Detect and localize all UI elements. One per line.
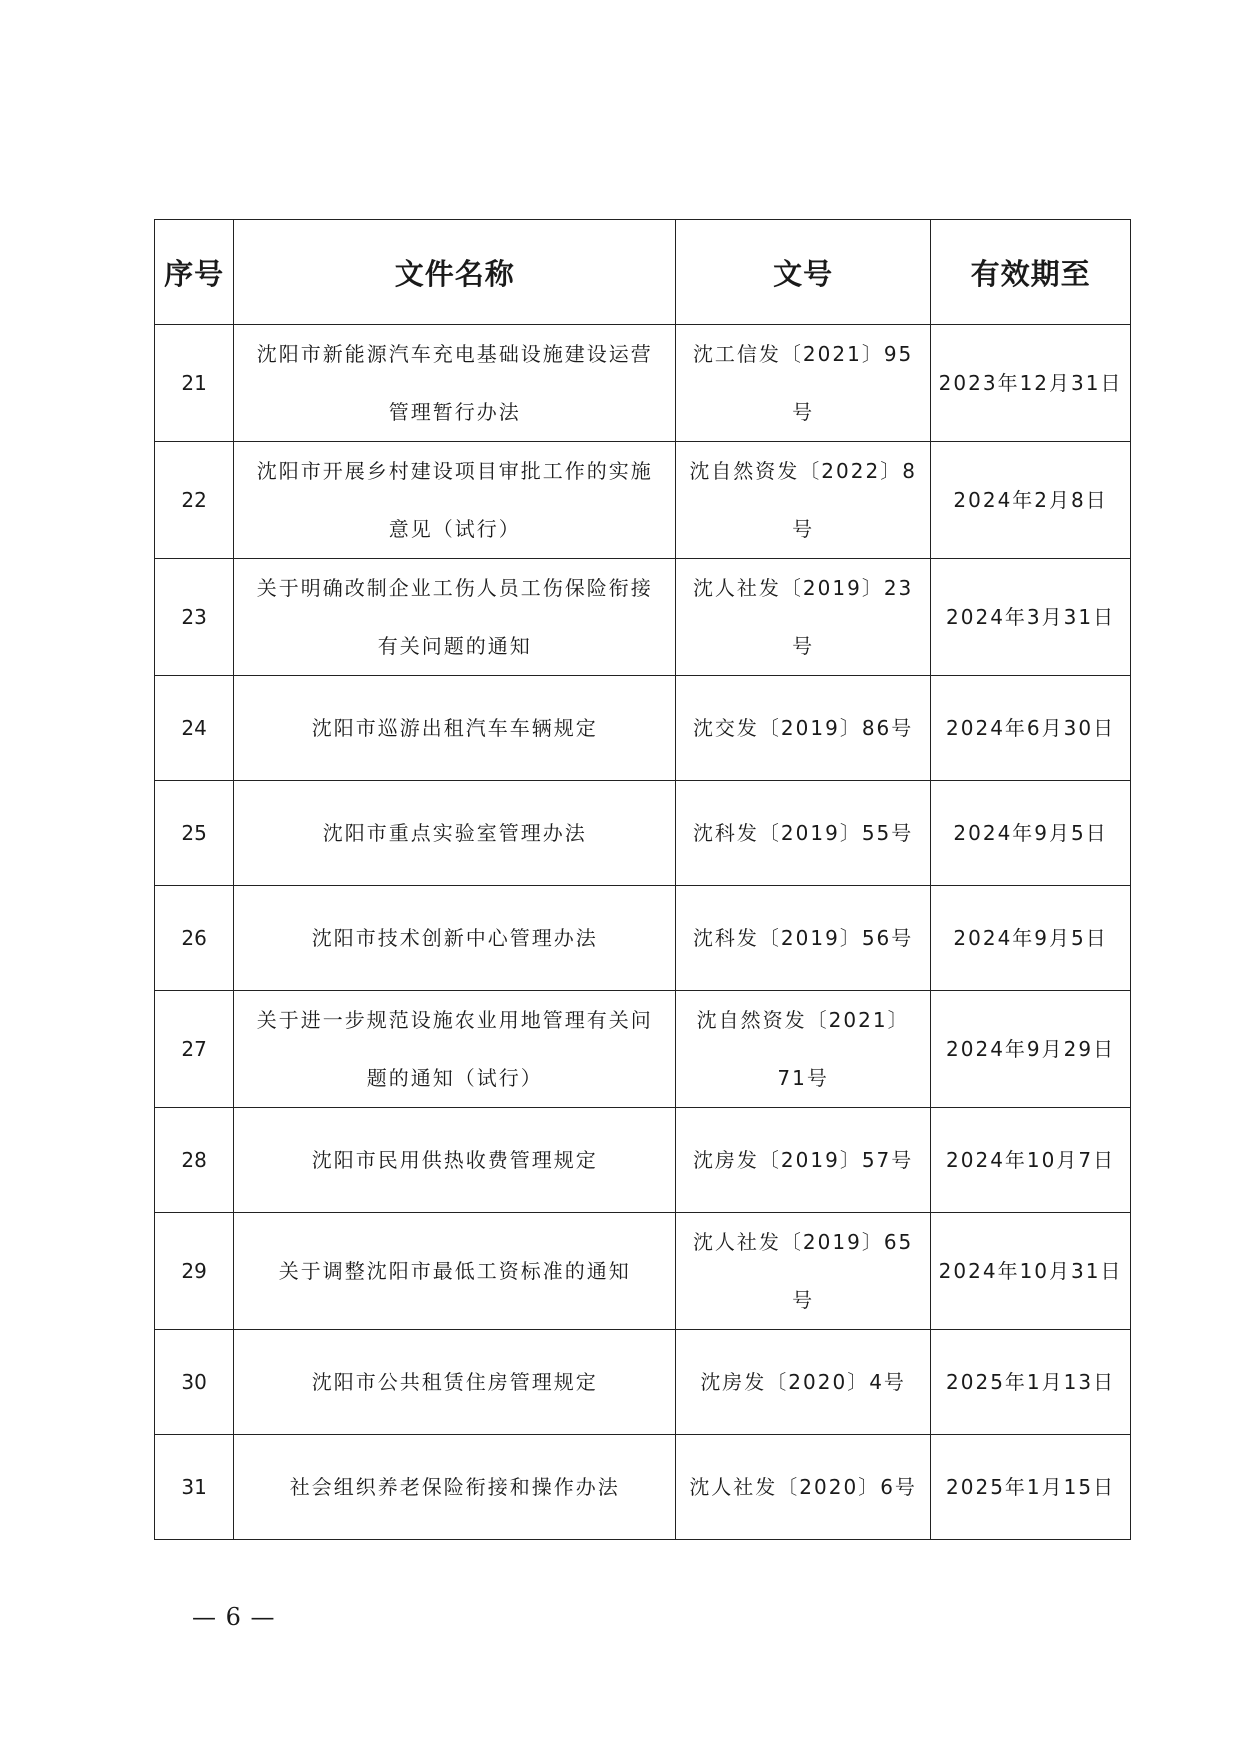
table-row	[155, 442, 1131, 559]
header-seq: 序号	[155, 220, 234, 325]
table-row	[155, 676, 1131, 781]
row-valid-until: 2024年2月8日	[931, 442, 1131, 559]
row-name: 沈阳市民用供热收费管理规定	[234, 1108, 676, 1213]
row-valid-until: 2024年10月7日	[931, 1108, 1131, 1213]
row-seq: 21	[155, 325, 234, 442]
table-row	[155, 781, 1131, 886]
row-name: 沈阳市公共租赁住房管理规定	[234, 1330, 676, 1435]
header-name: 文件名称	[234, 220, 676, 325]
row-seq: 29	[155, 1213, 234, 1330]
row-seq: 25	[155, 781, 234, 886]
row-valid-until: 2023年12月31日	[931, 325, 1131, 442]
row-valid-until: 2025年1月15日	[931, 1435, 1131, 1540]
row-name: 沈阳市重点实验室管理办法	[234, 781, 676, 886]
table-row	[155, 325, 1131, 442]
row-valid-until: 2025年1月13日	[931, 1330, 1131, 1435]
row-number: 沈人社发〔2019〕23号	[676, 559, 931, 676]
table-row	[155, 559, 1131, 676]
table-header-row	[155, 220, 1131, 325]
row-seq: 27	[155, 991, 234, 1108]
row-seq: 31	[155, 1435, 234, 1540]
row-valid-until: 2024年6月30日	[931, 676, 1131, 781]
row-seq: 28	[155, 1108, 234, 1213]
row-name: 关于明确改制企业工伤人员工伤保险衔接有关问题的通知	[234, 559, 676, 676]
row-name: 社会组织养老保险衔接和操作办法	[234, 1435, 676, 1540]
row-number: 沈房发〔2019〕57号	[676, 1108, 931, 1213]
row-name: 关于进一步规范设施农业用地管理有关问题的通知（试行）	[234, 991, 676, 1108]
row-number: 沈科发〔2019〕55号	[676, 781, 931, 886]
row-number: 沈人社发〔2019〕65号	[676, 1213, 931, 1330]
row-name: 沈阳市新能源汽车充电基础设施建设运营管理暂行办法	[234, 325, 676, 442]
header-number: 文号	[676, 220, 931, 325]
row-number: 沈科发〔2019〕56号	[676, 886, 931, 991]
row-seq: 22	[155, 442, 234, 559]
row-name: 沈阳市开展乡村建设项目审批工作的实施意见（试行）	[234, 442, 676, 559]
row-number: 沈自然资发〔2021〕71号	[676, 991, 931, 1108]
row-seq: 26	[155, 886, 234, 991]
table-row	[155, 1435, 1131, 1540]
row-valid-until: 2024年9月5日	[931, 781, 1131, 886]
table-row	[155, 991, 1131, 1108]
row-number: 沈交发〔2019〕86号	[676, 676, 931, 781]
table-row	[155, 1108, 1131, 1213]
row-seq: 23	[155, 559, 234, 676]
row-number: 沈人社发〔2020〕6号	[676, 1435, 931, 1540]
row-seq: 24	[155, 676, 234, 781]
page-number: — 6 —	[192, 1603, 276, 1631]
table-row	[155, 1213, 1131, 1330]
row-valid-until: 2024年9月29日	[931, 991, 1131, 1108]
row-number: 沈工信发〔2021〕95号	[676, 325, 931, 442]
row-name: 沈阳市巡游出租汽车车辆规定	[234, 676, 676, 781]
row-valid-until: 2024年9月5日	[931, 886, 1131, 991]
row-number: 沈房发〔2020〕4号	[676, 1330, 931, 1435]
table-row	[155, 1330, 1131, 1435]
header-valid-until: 有效期至	[931, 220, 1131, 325]
row-name: 沈阳市技术创新中心管理办法	[234, 886, 676, 991]
row-seq: 30	[155, 1330, 234, 1435]
document-table	[154, 219, 1131, 1540]
row-valid-until: 2024年3月31日	[931, 559, 1131, 676]
row-valid-until: 2024年10月31日	[931, 1213, 1131, 1330]
row-name: 关于调整沈阳市最低工资标准的通知	[234, 1213, 676, 1330]
table-row	[155, 886, 1131, 991]
row-number: 沈自然资发〔2022〕8号	[676, 442, 931, 559]
